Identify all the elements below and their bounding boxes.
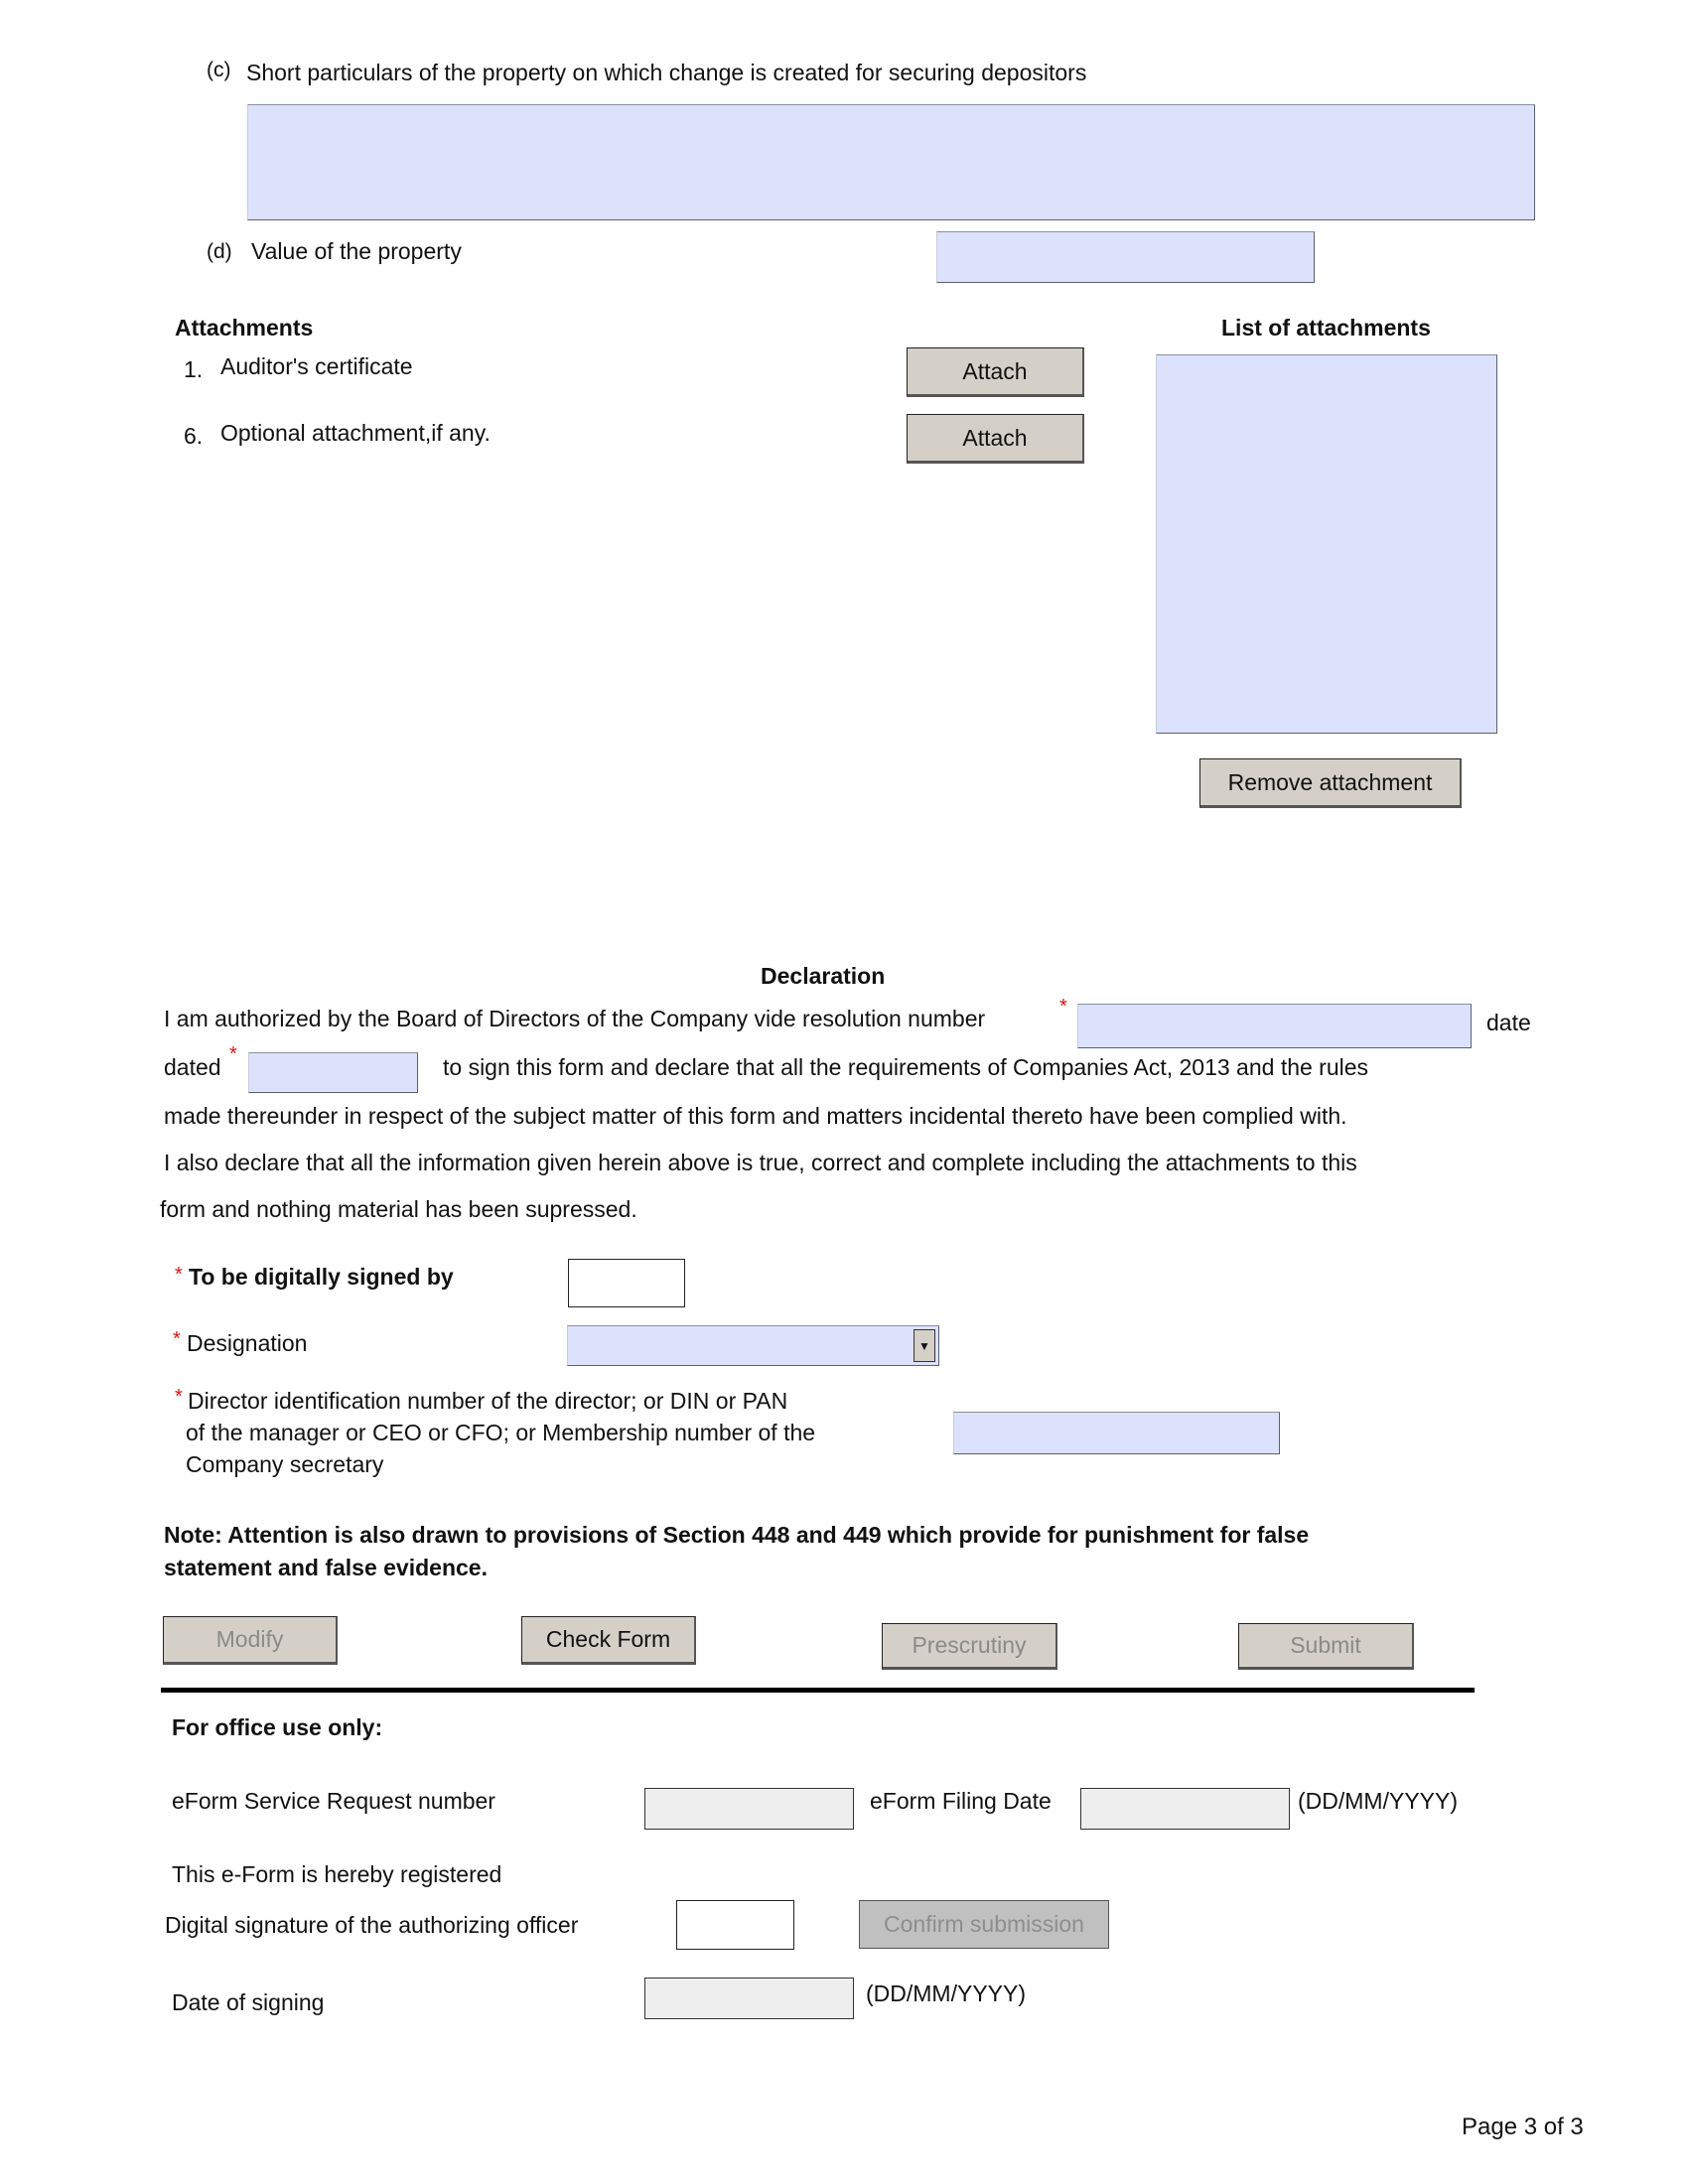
resolution-date-input[interactable] (248, 1052, 418, 1093)
designation-select[interactable] (567, 1325, 939, 1366)
date-of-signing-input (644, 1978, 854, 2019)
attachment-number: 6. (184, 423, 204, 449)
date-word: date (1486, 1010, 1531, 1035)
attach-optional-button[interactable]: Attach (907, 414, 1084, 464)
required-marker: * (229, 1043, 237, 1065)
din-input[interactable] (953, 1412, 1280, 1454)
office-use-heading: For office use only: (172, 1714, 383, 1740)
confirm-submission-button[interactable]: Confirm submission (859, 1900, 1109, 1949)
attachments-heading: Attachments (175, 315, 314, 341)
declaration-title: Declaration (761, 963, 886, 989)
chevron-down-icon[interactable]: ▼ (914, 1329, 935, 1362)
attach-auditors-certificate-button[interactable]: Attach (907, 347, 1084, 397)
resolution-number-input[interactable] (1077, 1004, 1472, 1048)
din-label-line-2: of the manager or CEO or CFO; or Membership number of the (186, 1420, 816, 1445)
declaration-line-5: form and nothing material has been supressed. (160, 1196, 637, 1222)
item-c-marker: (c) (207, 59, 231, 81)
note-line-1: Note: Attention is also drawn to provisions of Section 448 and 449 which provide for punishment for false (164, 1522, 1310, 1548)
srn-label: eForm Service Request number (172, 1788, 495, 1814)
required-marker: * (175, 1386, 183, 1408)
submit-button[interactable]: Submit (1238, 1623, 1414, 1670)
page-number: Page 3 of 3 (1462, 2114, 1584, 2140)
din-label-line-1: Director identification number of the director; or DIN or PAN (188, 1388, 788, 1414)
signed-by-label: To be digitally signed by (189, 1264, 454, 1290)
item-d-marker: (d) (207, 240, 232, 263)
filing-date-label: eForm Filing Date (870, 1788, 1052, 1814)
note-line-2: statement and false evidence. (164, 1555, 488, 1580)
declaration-line-1: I am authorized by the Board of Directors of the Company vide resolution number (164, 1006, 986, 1031)
attachments-list-box[interactable] (1156, 354, 1497, 734)
designation-label: Designation (187, 1330, 308, 1356)
declaration-line-3: made thereunder in respect of the subject matter of this form and matters incidental thereto have been complied with. (164, 1103, 1347, 1129)
dated-word: dated (164, 1054, 221, 1080)
filing-date-format: (DD/MM/YYYY) (1298, 1788, 1458, 1814)
property-particulars-textarea[interactable] (247, 104, 1535, 220)
property-value-input[interactable] (936, 231, 1315, 283)
digital-signature-box[interactable] (568, 1259, 685, 1307)
item-d-label: Value of the property (251, 238, 462, 264)
remove-attachment-button[interactable]: Remove attachment (1199, 758, 1462, 808)
date-of-signing-format: (DD/MM/YYYY) (866, 1980, 1026, 2006)
list-of-attachments-heading: List of attachments (1221, 315, 1431, 341)
required-marker: * (175, 1264, 183, 1286)
modify-button[interactable]: Modify (163, 1616, 338, 1665)
section-divider (161, 1688, 1475, 1693)
check-form-button[interactable]: Check Form (521, 1616, 696, 1665)
prescrutiny-button[interactable]: Prescrutiny (882, 1623, 1057, 1670)
officer-signature-label: Digital signature of the authorizing officer (165, 1912, 579, 1938)
required-marker: * (173, 1328, 181, 1350)
attachment-label-optional: Optional attachment,if any. (220, 420, 491, 446)
registered-text: This e-Form is hereby registered (172, 1861, 502, 1887)
required-marker: * (1059, 996, 1067, 1018)
filing-date-input (1080, 1788, 1290, 1830)
attachment-label-auditors-certificate: Auditor's certificate (220, 353, 413, 379)
date-of-signing-label: Date of signing (172, 1989, 325, 2015)
din-label-line-3: Company secretary (186, 1451, 384, 1477)
attachment-number: 1. (184, 356, 204, 382)
officer-signature-box[interactable] (676, 1900, 794, 1950)
declaration-line-4: I also declare that all the information given herein above is true, correct and complete including the attachments to this (164, 1150, 1357, 1175)
declaration-line-2: to sign this form and declare that all the requirements of Companies Act, 2013 and the rules (443, 1054, 1369, 1080)
item-c-label: Short particulars of the property on which change is created for securing depositors (246, 60, 1087, 85)
srn-input (644, 1788, 854, 1830)
